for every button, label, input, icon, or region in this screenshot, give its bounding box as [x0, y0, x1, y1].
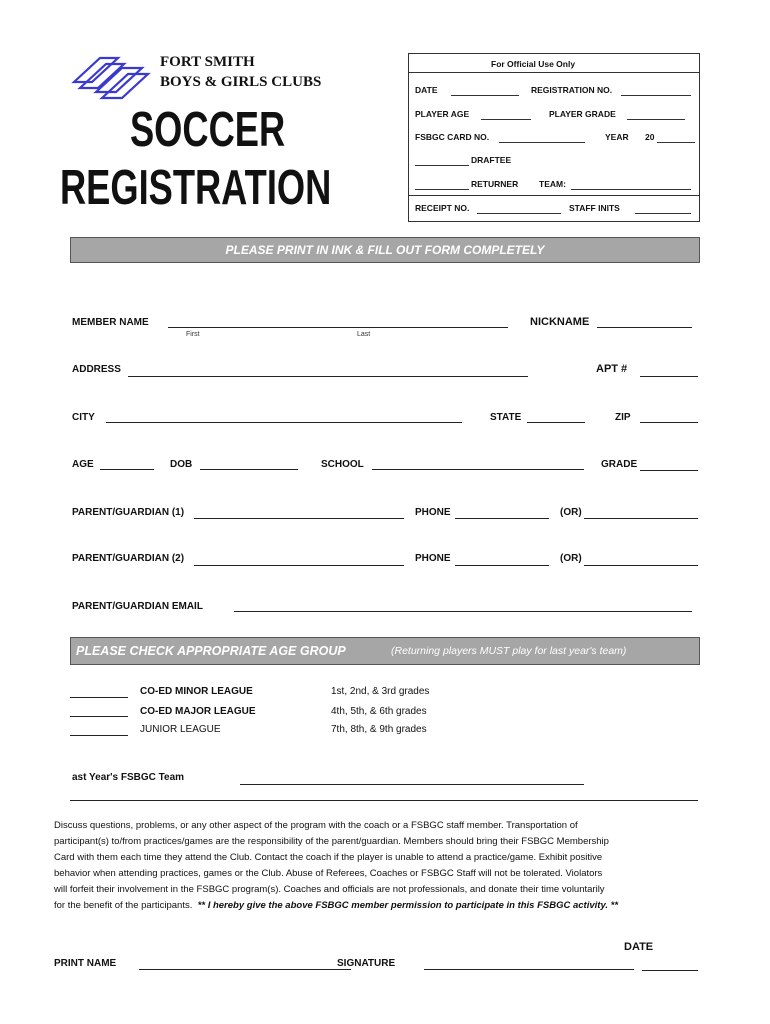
league-minor-name: CO-ED MINOR LEAGUE [140, 686, 253, 697]
league-check-junior[interactable] [70, 735, 128, 736]
returner-field[interactable] [415, 189, 469, 190]
print-instructions-text: PLEASE PRINT IN INK & FILL OUT FORM COMPLETELY [225, 243, 545, 257]
official-use-title: For Official Use Only [491, 59, 576, 69]
disclaimer-line: participant(s) to/from practices/games are the responsibility of the parent/guardian. Members should bring their FSBGC Membership [54, 836, 609, 847]
league-major-grades: 4th, 5th, & 6th grades [331, 706, 427, 717]
phone1-field[interactable] [455, 518, 549, 519]
disclaimer-line: will forfeit their involvement in the FSBGC program(s). Coaches and officials are not professionals, and donate their time voluntarily [54, 884, 605, 895]
section-divider [70, 800, 698, 801]
member-name-field[interactable] [168, 327, 508, 328]
receipt-no-label: RECEIPT NO. [415, 203, 470, 213]
league-check-minor[interactable] [70, 697, 128, 698]
staff-inits-field[interactable] [635, 213, 691, 214]
league-check-major[interactable] [70, 716, 128, 717]
age-field[interactable] [100, 469, 154, 470]
date-field[interactable] [642, 970, 698, 971]
nickname-field[interactable] [597, 327, 692, 328]
official-date-label: DATE [415, 85, 438, 95]
parent1-field[interactable] [194, 518, 404, 519]
alt-phone2-field[interactable] [584, 565, 698, 566]
staff-inits-label: STAFF INITS [569, 203, 620, 213]
phone2-field[interactable] [455, 565, 549, 566]
age-group-title: PLEASE CHECK APPROPRIATE AGE GROUP [76, 644, 346, 658]
dob-label: DOB [170, 459, 193, 470]
draftee-label: DRAFTEE [471, 155, 512, 165]
year-label: YEAR [605, 132, 629, 142]
state-field[interactable] [527, 422, 585, 423]
print-name-field[interactable] [139, 969, 351, 970]
city-label: CITY [72, 412, 95, 423]
zip-label: ZIP [615, 412, 631, 423]
nickname-label: NICKNAME [530, 316, 590, 328]
parent2-label: PARENT/GUARDIAN (2) [72, 553, 185, 564]
age-group-banner [70, 637, 700, 665]
last-team-label: ast Year's FSBGC Team [72, 772, 185, 783]
org-name-line2: BOYS & GIRLS CLUBS [160, 74, 322, 90]
first-name-hint: First [186, 331, 200, 338]
player-grade-field[interactable] [627, 119, 685, 120]
age-group-note: (Returning players MUST play for last year's team) [391, 645, 627, 657]
signature-label: SIGNATURE [337, 958, 396, 969]
official-date-field[interactable] [451, 95, 519, 96]
or2-label: (OR) [560, 553, 582, 564]
member-name-label: MEMBER NAME [72, 317, 149, 328]
player-age-field[interactable] [481, 119, 531, 120]
draftee-field[interactable] [415, 165, 469, 166]
last-team-field[interactable] [240, 784, 584, 785]
address-field[interactable] [128, 376, 528, 377]
or1-label: (OR) [560, 507, 582, 518]
city-field[interactable] [106, 422, 462, 423]
last-name-hint: Last [357, 331, 371, 338]
state-label: STATE [490, 412, 522, 423]
phone2-label: PHONE [415, 553, 451, 564]
boys-girls-clubs-logo [70, 50, 154, 106]
disclaimer-line: for the benefit of the participants. [54, 900, 193, 911]
zip-field[interactable] [640, 422, 698, 423]
date-label: DATE [624, 941, 654, 953]
player-grade-label: PLAYER GRADE [549, 109, 616, 119]
grade-field[interactable] [640, 470, 698, 471]
age-label: AGE [72, 459, 94, 470]
title-registration: REGISTRATION [60, 161, 332, 215]
year-field[interactable] [657, 142, 695, 143]
parent2-field[interactable] [194, 565, 404, 566]
returner-label: RETURNER [471, 179, 519, 189]
email-field[interactable] [234, 611, 692, 612]
school-field[interactable] [372, 469, 584, 470]
card-no-field[interactable] [499, 142, 585, 143]
address-label: ADDRESS [72, 364, 121, 375]
disclaimer-paragraph [54, 818, 714, 914]
official-use-box [408, 53, 700, 222]
card-no-label: FSBGC CARD NO. [415, 132, 490, 142]
signature-field[interactable] [424, 969, 634, 970]
parent1-label: PARENT/GUARDIAN (1) [72, 507, 185, 518]
league-minor-grades: 1st, 2nd, & 3rd grades [331, 686, 430, 697]
team-label: TEAM: [539, 179, 566, 189]
receipt-no-field[interactable] [477, 213, 561, 214]
phone1-label: PHONE [415, 507, 451, 518]
league-junior-name: JUNIOR LEAGUE [140, 724, 221, 735]
league-major-name: CO-ED MAJOR LEAGUE [140, 706, 256, 717]
year-prefix: 20 [645, 132, 655, 142]
permission-statement: ** I hereby give the above FSBGC member permission to participate in this FSBGC activity. ** [197, 900, 619, 911]
dob-field[interactable] [200, 469, 298, 470]
org-name-line1: FORT SMITH [160, 54, 255, 70]
grade-label: GRADE [601, 459, 638, 470]
registration-no-label: REGISTRATION NO. [531, 85, 613, 95]
team-field[interactable] [571, 189, 691, 190]
print-instructions-banner [70, 237, 700, 263]
email-label: PARENT/GUARDIAN EMAIL [72, 601, 203, 612]
apt-label: APT # [596, 363, 628, 375]
player-age-label: PLAYER AGE [415, 109, 470, 119]
league-junior-grades: 7th, 8th, & 9th grades [331, 724, 427, 735]
registration-no-field[interactable] [621, 95, 691, 96]
disclaimer-line: Card with them each time they attend the Club. Contact the coach if the player is unable to attend a practice/game. Exhibit positive [54, 852, 603, 863]
disclaimer-line: behavior when attending practices, games or the Club. Abuse of Referees, Coaches or FSBGC Staff will not be tolerated. Violators [54, 868, 603, 879]
title-soccer: SOCCER [130, 103, 286, 157]
apt-field[interactable] [640, 376, 698, 377]
alt-phone1-field[interactable] [584, 518, 698, 519]
print-name-label: PRINT NAME [54, 958, 117, 969]
school-label: SCHOOL [321, 459, 364, 470]
disclaimer-line: Discuss questions, problems, or any other aspect of the program with the coach or a FSBGC staff member. Transportation of [54, 820, 578, 831]
